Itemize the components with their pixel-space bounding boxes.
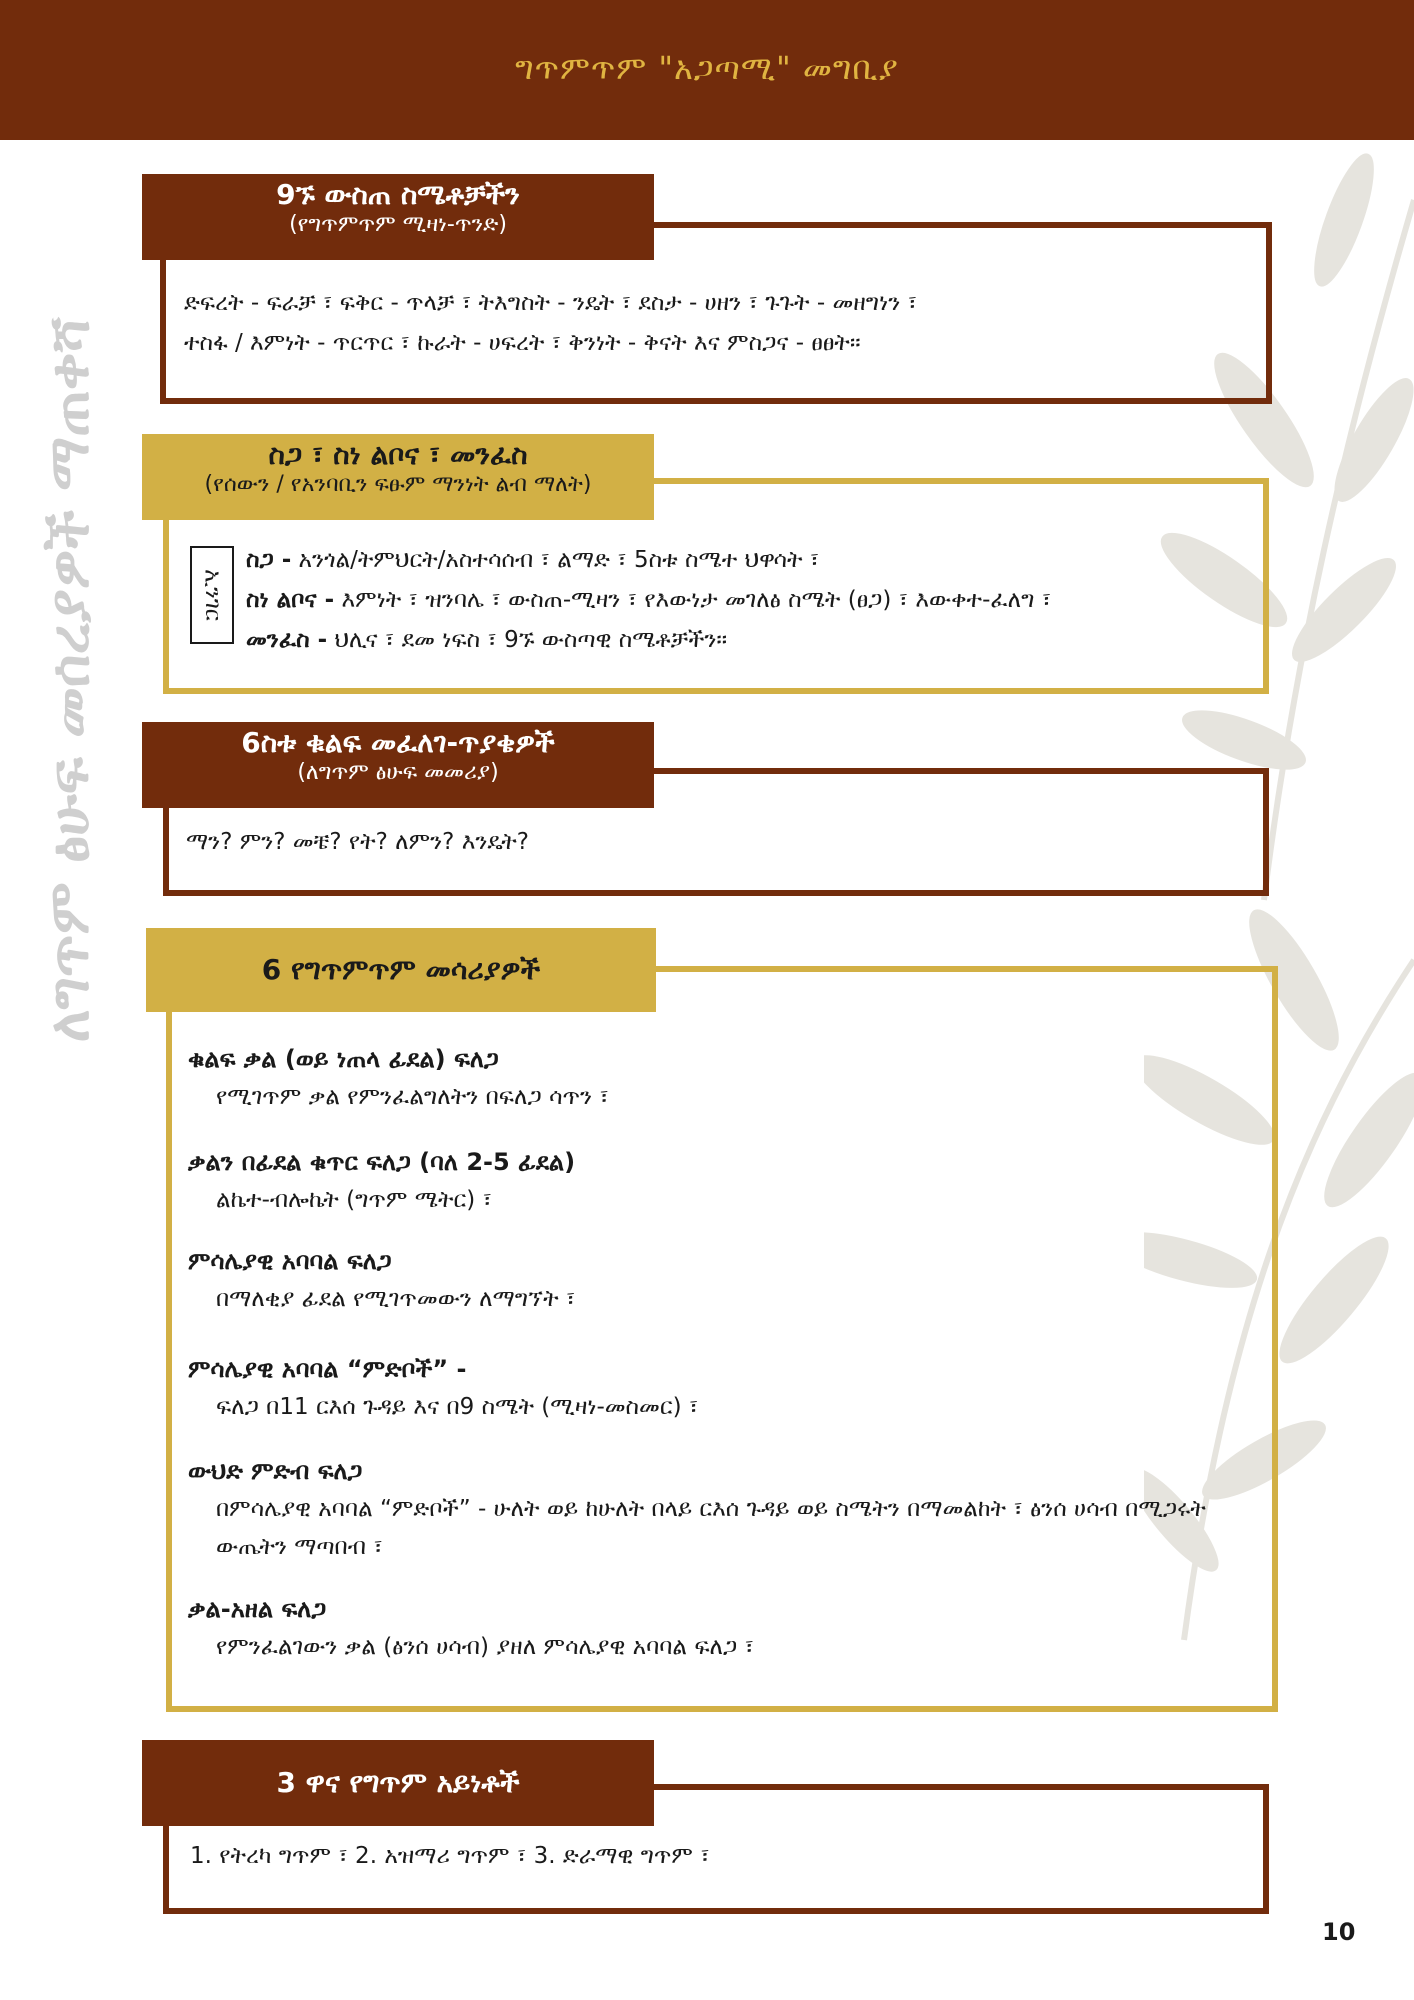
term-body: ስጋ - bbox=[246, 547, 292, 573]
tool-desc-2: ልኬተ-ብሎኬት (ግጥም ሜትር) ፣ bbox=[216, 1187, 492, 1213]
questions-tab bbox=[142, 722, 654, 808]
row-psyche bbox=[246, 580, 1256, 620]
desc-psyche: እምነት ፣ ዝንባሌ ፣ ውስጠ-ሚዛን ፣ የእውነታ መገለፅ ስሜት (ፀጋ) ፣ እውቀተ-ፈለግ ፣ bbox=[334, 587, 1052, 613]
tool-desc-6: የምንፈልገውን ቃል (ፅንሰ ሀሳብ) ያዘለ ምሳሌያዊ አባባል ፍለጋ ፣ bbox=[216, 1634, 754, 1660]
emotions-line-2: ተስፋ / እምነት - ጥርጥር ፣ ኩራት - ሀፍረት ፣ ቅንነት - ቅናት እና ምስጋና - ፀፀት። bbox=[184, 330, 861, 356]
poem-types-tab bbox=[142, 1740, 654, 1826]
body-mind-spirit-tab bbox=[142, 434, 654, 520]
questions-line: ማን? ምን? መቼ? የት? ለምን? እንዴት? bbox=[186, 829, 529, 855]
term-psyche: ስነ ልቦና - bbox=[246, 587, 335, 613]
tool-item-3 bbox=[188, 1242, 1248, 1318]
body-mind-spirit-subtitle: (የሰውን / የአንባቢን ፍፁም ማንነት ልብ ማለት) bbox=[204, 472, 592, 497]
body-mind-spirit-rows bbox=[246, 540, 1256, 660]
page-header-title: ግጥምጥም "አጋጣሚ" መግቢያ bbox=[515, 49, 899, 87]
tool-desc-4: ፍለጋ በ11 ርእሰ ጉዳይ እና በ9 ስሜት (ሚዛነ-መስመር) ፣ bbox=[216, 1394, 699, 1420]
tool-desc-3: በማለቂያ ፊደል የሚገጥመውን ለማግኘት ፣ bbox=[216, 1286, 576, 1312]
page-number: 10 bbox=[1322, 1918, 1356, 1946]
emotions-subtitle: (የግጥምጥም ሚዛነ-ጥንድ) bbox=[289, 212, 507, 237]
tool-title-4: ምሳሌያዊ አባባል “ምድቦች” - bbox=[188, 1355, 467, 1383]
vertical-label: ኢንገር bbox=[200, 569, 225, 621]
tool-item-6 bbox=[188, 1590, 1248, 1666]
poem-types-line: 1. የትረካ ግጥም ፣ 2. አዝማሪ ግጥም ፣ 3. ድራማዊ ግጥም ፣ bbox=[190, 1843, 710, 1869]
row-body bbox=[246, 540, 1256, 580]
vertical-side-title: ለግጥም ፅሁፍ መሰረያዎች ማጠቀሻ bbox=[37, 317, 102, 1043]
tool-title-1: ቁልፍ ቃል (ወይ ነጠላ ፊደል) ፍለጋ bbox=[188, 1045, 499, 1073]
tool-title-3: ምሳሌያዊ አባባል ፍለጋ bbox=[188, 1247, 392, 1275]
tool-item-2 bbox=[188, 1143, 1248, 1219]
desc-spirit: ህሊና ፣ ደመ ነፍስ ፣ 9ኙ ውስጣዊ ስሜቶቻችን። bbox=[327, 627, 728, 653]
emotions-title: 9ኙ ውስጠ ስሜቶቻችን bbox=[276, 178, 520, 211]
tool-title-6: ቃል-አዘል ፍለጋ bbox=[188, 1595, 327, 1623]
term-spirit: መንፈስ - bbox=[246, 627, 328, 653]
vertical-label-box bbox=[190, 546, 234, 644]
tool-item-1 bbox=[188, 1040, 1248, 1116]
emotions-line-1: ድፍረት - ፍራቻ ፣ ፍቅር - ጥላቻ ፣ ትእግስት - ንዴት ፣ ደስታ - ሀዘን ፣ ጉጉት - መዘግነን ፣ bbox=[184, 290, 918, 316]
tool-item-4 bbox=[188, 1350, 1248, 1426]
desc-body: አንጎል/ትምህርት/አስተሳሰብ ፣ ልማድ ፣ 5ስቱ ስሜተ ህዋሳት ፣ bbox=[291, 547, 820, 573]
emotions-tab bbox=[142, 174, 654, 260]
tools-title: 6 የግጥምጥም መሳሪያዎች bbox=[261, 953, 541, 986]
tool-desc-1: የሚገጥም ቃል የምንፈልግለትን በፍለጋ ሳጥን ፣ bbox=[216, 1084, 609, 1110]
row-spirit bbox=[246, 620, 1256, 660]
questions-subtitle: (ለግጥም ፅሁፍ መመሪያ) bbox=[297, 760, 499, 785]
tool-title-2: ቃልን በፊደል ቁጥር ፍለጋ (ባለ 2-5 ፊደል) bbox=[188, 1148, 576, 1176]
poem-types-title: 3 ዋና የግጥም አይነቶች bbox=[276, 1766, 520, 1799]
body-mind-spirit-title: ስጋ ፣ ስነ ልቦና ፣ መንፈስ bbox=[268, 438, 528, 471]
tool-item-5 bbox=[188, 1452, 1248, 1566]
tool-title-5: ውህድ ምድብ ፍለጋ bbox=[188, 1457, 363, 1485]
tool-desc-5: በምሳሌያዊ አባባል “ምድቦች” - ሁለት ወይ ከሁለት በላይ ርእሰ ጉዳይ ወይ ስሜትን በማመልከት ፣ ፅንሰ ሀሳብ በሚጋሩት ውጤትን ማጣበብ ፣ bbox=[216, 1496, 1206, 1560]
tools-tab bbox=[146, 928, 656, 1012]
emotions-text bbox=[184, 283, 1254, 363]
questions-title: 6ስቱ ቁልፍ መፈለገ-ጥያቄዎች bbox=[241, 726, 555, 759]
